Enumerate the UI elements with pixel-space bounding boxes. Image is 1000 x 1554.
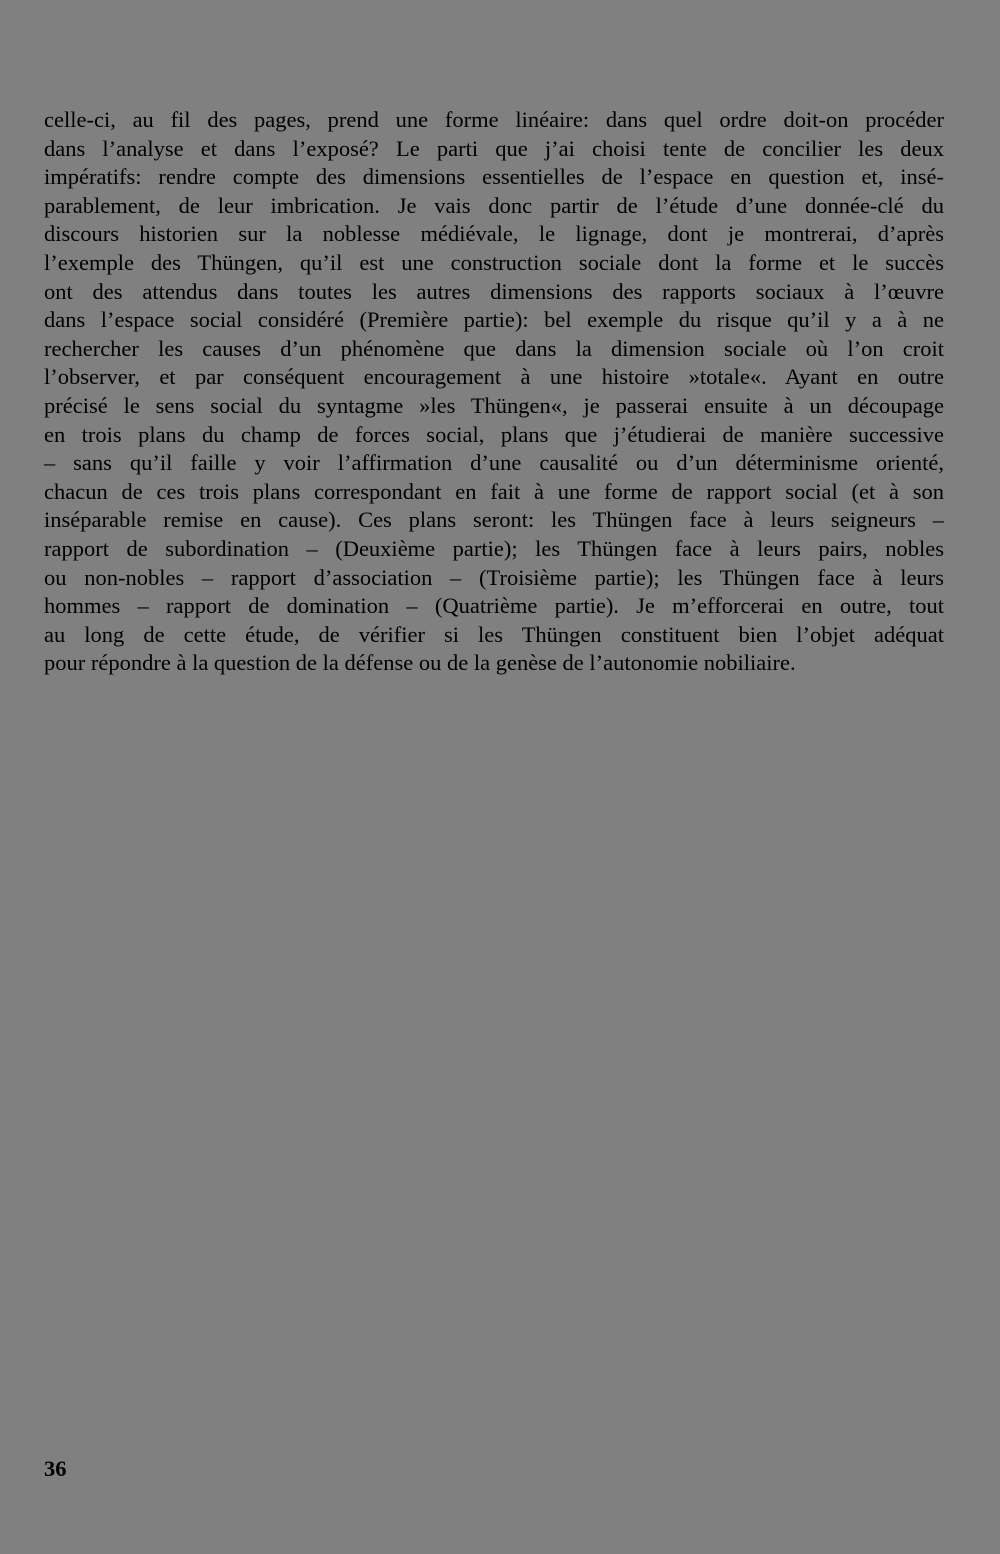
text-line: chacun de ces trois plans correspondant en fait à une forme de rapport social (et à son [44,478,944,504]
text-line: rapport de subordination – (Deuxième partie); les Thüngen face à leurs pairs, nobles [44,535,944,561]
text-line: en trois plans du champ de forces social, plans que j’étudierai de manière successive [44,421,944,447]
text-line: hommes – rapport de domination – (Quatrième partie). Je m’efforcerai en outre, tout [44,593,944,619]
text-line: dans l’espace social considéré (Première partie): bel exemple du risque qu’il y a à ne [44,307,944,333]
text-line: pour répondre à la question de la défense ou de la genèse de l’autonomie nobiliaire. [44,650,796,676]
text-line: celle-ci, au fil des pages, prend une forme linéaire: dans quel ordre doit-on procéder [44,107,944,132]
body-paragraph [44,106,944,678]
text-line: discours historien sur la noblesse médiévale, le lignage, dont je montrerai, d’après [44,221,944,247]
text-line: l’observer, et par conséquent encouragement à une histoire »totale«. Ayant en outre [44,364,944,390]
text-line: au long de cette étude, de vérifier si les Thüngen constituent bien l’objet adéquat [44,621,944,647]
text-line: parablement, de leur imbrication. Je vais donc partir de l’étude d’une donnée-clé du [44,192,944,218]
text-line: ou non-nobles – rapport d’association – (Troisième partie); les Thüngen face à leurs [44,564,944,590]
text-line: dans l’analyse et dans l’exposé? Le parti que j’ai choisi tente de concilier les deux [44,135,944,161]
text-line: ont des attendus dans toutes les autres dimensions des rapports sociaux à l’œuvre [44,278,944,304]
text-line: – sans qu’il faille y voir l’affirmation d’une causalité ou d’un déterminisme orienté, [44,450,944,476]
text-line: l’exemple des Thüngen, qu’il est une construction sociale dont la forme et le succès [44,249,944,275]
text-line: inséparable remise en cause). Ces plans seront: les Thüngen face à leurs seigneurs – [44,507,944,533]
page-number: 36 [44,1456,67,1481]
text-line: rechercher les causes d’un phénomène que dans la dimension sociale où l’on croit [44,335,944,361]
text-line: précisé le sens social du syntagme »les Thüngen«, je passerai ensuite à un découpage [44,392,944,418]
text-line: impératifs: rendre compte des dimensions essentielles de l’espace en question et, insé- [44,164,944,190]
